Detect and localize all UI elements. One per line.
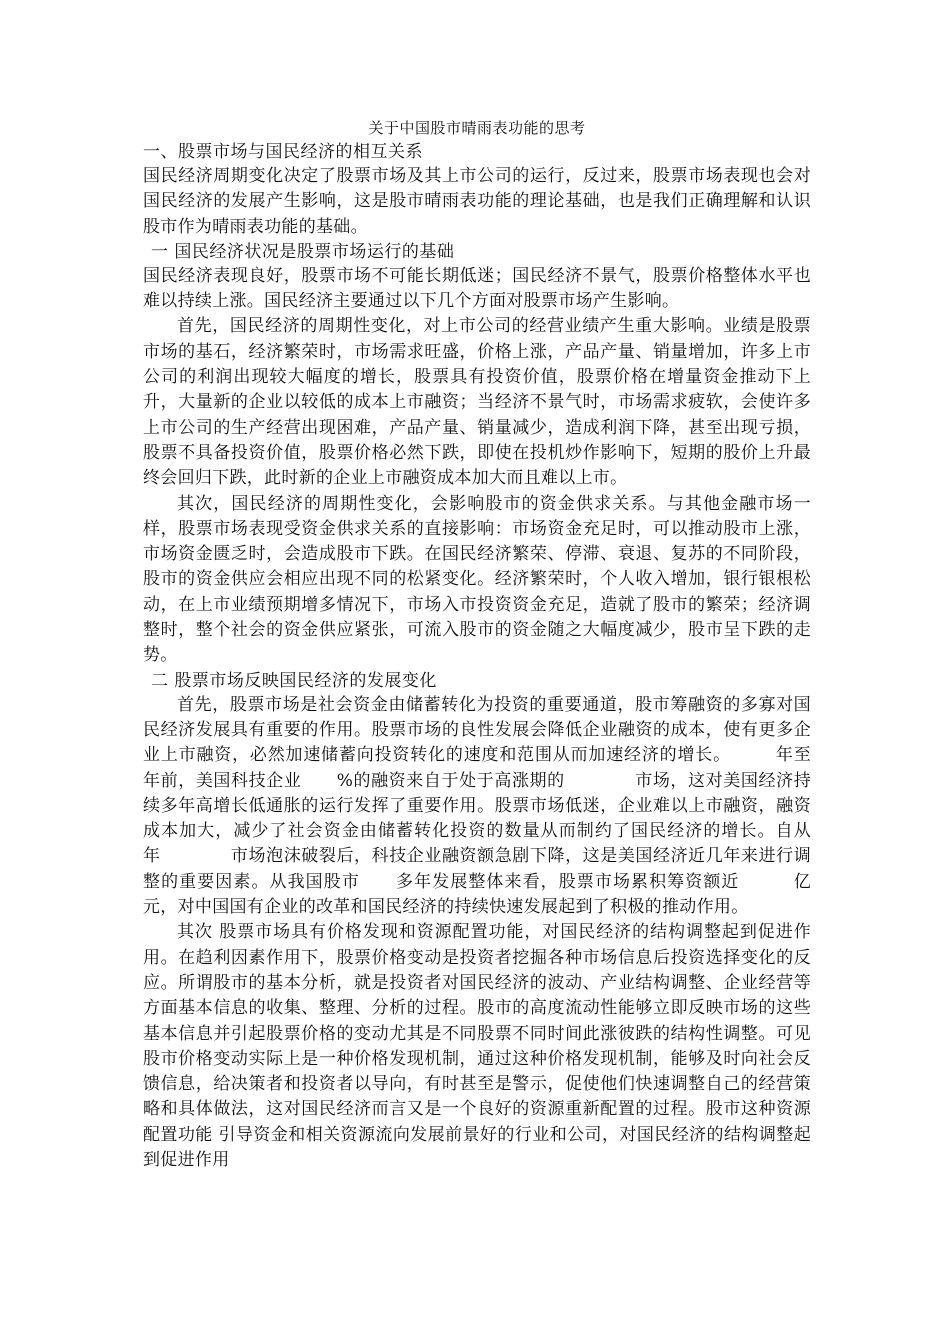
subsection-2-heading: 二 股票市场反映国民经济的发展变化 [151,670,437,691]
subsection-1-heading: 一 国民经济状况是股票市场运行的基础 [151,241,455,262]
subsection-1-intro-paragraph: 国民经济表现良好，股票市场不可能长期低迷；国民经济不景气，股票价格整体水平也难以持续上涨。国民经济主要通过以下几个方面对股票市场产生影响。 [143,265,811,312]
subsection-1-paragraph-1: 首先，国民经济的周期性变化，对上市公司的经营业绩产生重大影响。业绩是股票市场的基石，经济繁荣时，市场需求旺盛，价格上涨，产品产量、销量增加，许多上市公司的利润出现较大幅度的增长，股票具有投资价值，股票价格在增量资金推动下上升，大量新的企业以较低的成本上市融资；当经济不景气时，市场需求疲软，会使许多上市公司的生产经营出现困难，产品产量、销量减少，造成利润下降，甚至出现亏损，股票不具备投资价值，股票价格必然下跌，即使在投机炒作影响下，短期的股价上升最终会回归下跌，此时新的企业上市融资成本加大而且难以上市。 [143,316,811,489]
section-1-intro-paragraph: 国民经济周期变化决定了股票市场及其上市公司的运行，反过来，股票市场表现也会对国民经济的发展产生影响，这是股市晴雨表功能的理论基础，也是我们正确理解和认识股市作为晴雨表功能的基础。 [143,166,811,237]
section-1-heading: 一、股票市场与国民经济的相互关系 [143,142,423,162]
subsection-1-paragraph-2: 其次，国民经济的周期性变化，会影响股市的资金供求关系。与其他金融市场一样，股票市场表现受资金供求关系的直接影响：市场资金充足时，可以推动股市上涨，市场资金匮乏时，会造成股市下跌。在国民经济繁荣、停滞、衰退、复苏的不同阶段，股市的资金供应会相应出现不同的松紧变化。经济繁荣时，个人收入增加，银行银根松动，在上市业绩预期增多情况下，市场入市投资资金充足，造就了股市的繁荣；经济调整时，整个社会的资金供应紧张，可流入股市的资金随之大幅度减少，股市呈下跌的走势。 [143,493,811,666]
subsection-2-paragraph-1: 首先，股票市场是社会资金由储蓄转化为投资的重要通道，股市筹融资的多寡对国民经济发展具有重要的作用。股票市场的良性发展会降低企业融资的成本，使有更多企业上市融资，必然加速储蓄向投资转化的速度和范围从而加速经济的增长。 年至 年前，美国科技企业 %的融资来自于处于高涨期的 市场，这对美国经济持续多年高增长低通胀的运行发挥了重要作用。股票市场低迷，企业难以上市融资，融资成本加大，减少了社会资金由储蓄转化投资的数量从而制约了国民经济的增长。自从 年 市场泡沫破裂后，科技企业融资额急剧下降，这是美国经济近几年来进行调整的重要因素。从我国股市 多年发展整体来看，股票市场累积筹资额近 亿元，对中国国有企业的改革和国民经济的持续快速发展起到了积极的推动作用。 [143,694,863,918]
document-title: 关于中国股市晴雨表功能的思考 [368,119,586,137]
subsection-2-paragraph-2: 其次 股票市场具有价格发现和资源配置功能，对国民经济的结构调整起到促进作用。在趋利因素作用下，股票价格变动是投资者挖掘各种市场信息后投资选择变化的反应。所谓股市的基本分析，就是投资者对国民经济的波动、产业结构调整、企业经营等方面基本信息的收集、整理、分析的过程。股市的高度流动性能够立即反映市场的这些基本信息并引起股票价格的变动尤其是不同股票不同时间此涨彼跌的结构性调整。可见股市价格变动实际上是一种价格发现机制，通过这种价格发现机制，能够及时向社会反馈信息，给决策者和投资者以导向，有时甚至是警示，促使他们快速调整自己的经营策略和具体做法，这对国民经济而言又是一个良好的资源重新配置的过程。股市这种资源配置功能 引导资金和相关资源流向发展前景好的行业和公司，对国民经济的结构调整起到促进作用 [143,922,811,1170]
document-body [143,118,863,1173]
